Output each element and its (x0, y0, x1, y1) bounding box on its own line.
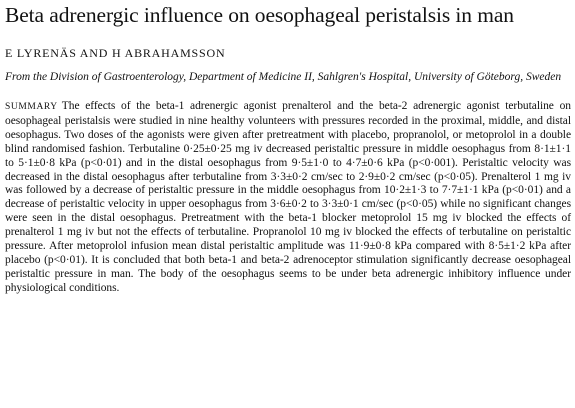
article-page (5, 4, 571, 307)
summary-text: The effects of the beta-1 adrenergic agonist prenalterol and the beta-2 adrenergic agonist terbutaline on oesophageal peristalsis were studied in nine healthy volunteers with pressures recorded in the proximal, middle, and distal oesophagus. Two doses of the agonists were given after pretreatment with placebo, propranolol, or metoprolol in a double blind randomised fashion. Terbutaline 0·25±0·25 mg iv decreased peristaltic pressure in middle oesophagus from 8·1±1·1 to 5·1±0·8 kPa (p<0·01) and in the distal oesophagus from 9·5±1·0 to 4·7±0·6 kPa (p<0·001). Peristaltic velocity was decreased in the distal oesophagus after terbutaline from 3·3±0·2 cm/sec to 2·9±0·2 cm/sec (p<0·05). Prenalterol 1 mg iv was followed by a decrease of peristaltic pressure in the middle oesophagus from 10·2±1·3 to 7·7±1·1 kPa (p<0·01) and a decrease of peristaltic velocity in upper oesophagus from 3·6±0·2 to 3·3±0·1 cm/sec (p<0·05) while no significant changes were seen in the distal oesophagus. Pretreatment with the beta-1 blocker metoprolol 15 mg iv blocked the effects of prenalterol 1 mg iv but not the effects of terbutaline. Propranolol 10 mg iv blocked the effects of terbutaline on peristaltic pressure. After metoprolol infusion mean distal peristaltic amplitude was 11·9±0·8 kPa compared with 8·5±1·2 kPa after placebo (p<0·01). It is concluded that both beta-1 and beta-2 adrenoceptor stimulation significantly decrease oesophageal peristaltic pressure in man. The body of the oesophagus seems to be under beta adrenergic inhibitory influence under physiological conditions. (5, 100, 571, 294)
article-authors: E LYRENÄS AND H ABRAHAMSSON (5, 46, 226, 60)
summary-label: SUMMARY (5, 102, 58, 112)
article-summary (5, 100, 571, 296)
article-title: Beta adrenergic influence on oesophageal peristalsis in man (5, 3, 514, 27)
article-affiliation: From the Division of Gastroenterology, Department of Medicine II, Sahlgren's Hospital, University of Göteborg, Sweden (5, 71, 562, 83)
